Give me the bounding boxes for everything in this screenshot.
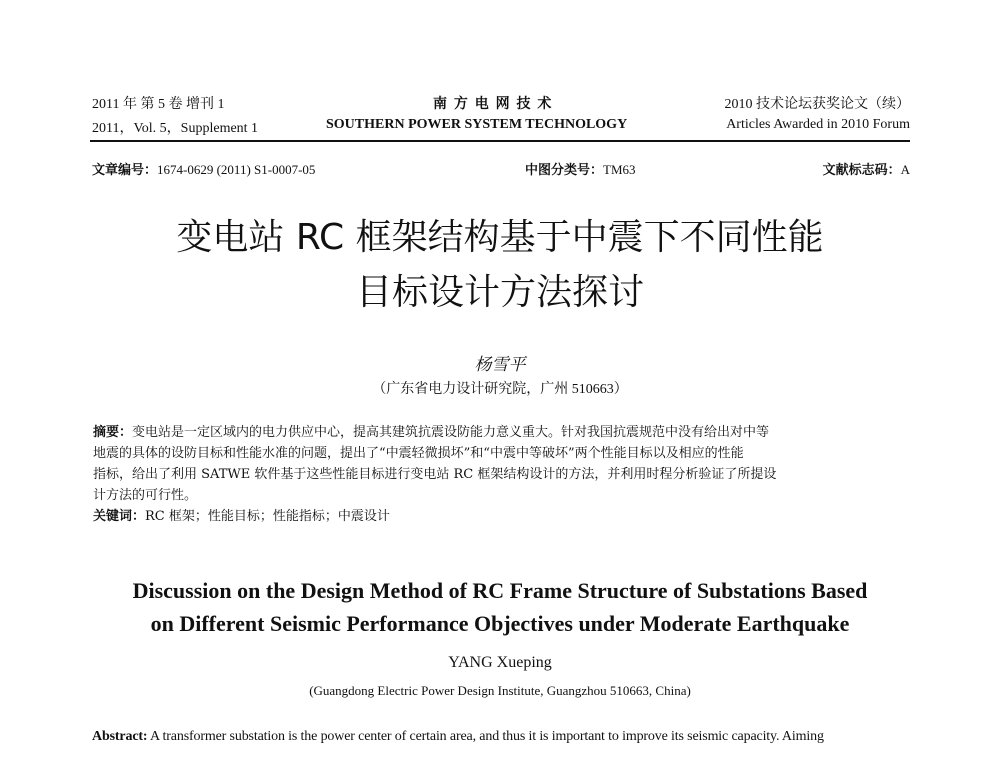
header-journal-name-cn: 南 方 电 网 技 术	[433, 96, 553, 112]
classification-value: TM63	[603, 162, 636, 177]
abstract-en-label: Abstract:	[92, 729, 148, 744]
header-journal-name-en: SOUTHERN POWER SYSTEM TECHNOLOGY	[326, 117, 628, 132]
article-number	[92, 159, 315, 178]
document-code	[823, 159, 910, 178]
header-section-en: Articles Awarded in 2010 Forum	[726, 117, 910, 132]
abstract-cn	[93, 422, 908, 527]
abstract-en-text: A transformer substation is the power center of certain area, and thus it is important to improve its seismic capacity. Aiming	[150, 729, 824, 744]
header-rule	[90, 140, 910, 142]
author-en: YANG Xueping	[448, 654, 552, 671]
classification-number	[525, 159, 636, 178]
document-code-value: A	[900, 162, 910, 177]
abstract-cn-line-1: 变电站是一定区域内的电力供应中心，提高其建筑抗震设防能力意义重大。针对我国抗震规范中没有给出对中等	[132, 425, 770, 440]
header-journal-issue-en: 2011，Vol. 5，Supplement 1	[92, 121, 259, 136]
title-en-line-2: on Different Seismic Performance Objectives under Moderate Earthquake	[150, 611, 850, 636]
abstract-cn-line-2: 地震的具体的设防目标和性能水准的问题，提出了“中震轻微损坏”和“中震中等破坏”两个性能目标以及相应的性能	[93, 446, 744, 461]
keywords-cn	[93, 506, 908, 527]
abstract-cn-line-4: 计方法的可行性。	[93, 488, 198, 503]
keywords-cn-label: 关键词：	[93, 509, 146, 524]
header-section-cn: 2010 技术论坛获奖论文（续）	[724, 97, 910, 112]
article-number-value: 1674-0629 (2011) S1-0007-05	[157, 162, 316, 177]
abstract-en	[92, 729, 824, 745]
abstract-cn-line-3: 指标，给出了利用 SATWE 软件基于这些性能目标进行变电站 RC 框架结构设计的方法，并利用时程分析验证了所提设	[93, 467, 777, 482]
document-code-label: 文献标志码：	[822, 163, 901, 178]
abstract-cn-label: 摘要：	[93, 425, 133, 440]
affiliation-en: (Guangdong Electric Power Design Institute, Guangzhou 510663, China)	[309, 683, 691, 698]
keywords-cn-text: RC 框架；性能目标；性能指标；中震设计	[145, 509, 390, 524]
classification-label: 中图分类号：	[525, 163, 604, 178]
title-cn-line-1: 变电站 RC 框架结构基于中震下不同性能	[176, 217, 824, 258]
article-number-label: 文章编号：	[92, 163, 158, 178]
title-cn-line-2: 目标设计方法探讨	[355, 272, 644, 313]
title-en-line-1: Discussion on the Design Method of RC Frame Structure of Substations Based	[132, 578, 868, 603]
header-journal-issue-cn: 2011 年 第 5 卷 增刊 1	[92, 97, 225, 112]
author-cn: 杨雪平	[474, 355, 526, 374]
affiliation-cn: （广东省电力设计研究院，广州 510663）	[372, 382, 628, 397]
